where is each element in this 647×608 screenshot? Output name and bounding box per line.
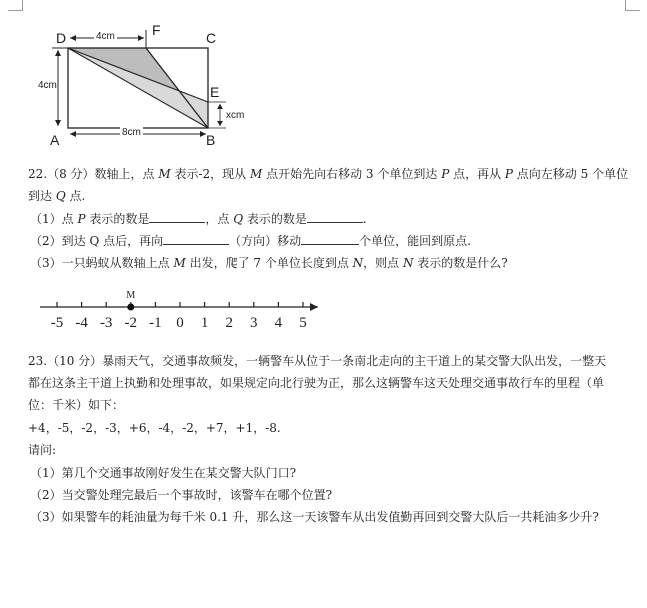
answer-blank[interactable] bbox=[163, 232, 229, 245]
number-line-tick-label: -5 bbox=[50, 315, 64, 331]
number-line-tick-label: 5 bbox=[299, 315, 307, 331]
number-line bbox=[0, 288, 330, 338]
number-line-tick-label: -1 bbox=[149, 315, 162, 331]
point-m-label: M bbox=[126, 290, 136, 301]
label-f: F bbox=[152, 22, 161, 38]
q22-line1: 22.（8 分）数轴上，点 M 表示-2，现从 M 点开始先向右移动 3 个单位到达 P 点，再从 P 点向左移动 5 个单位 bbox=[28, 167, 629, 181]
q23-sub3: （3）如果警车的耗油量为每千米 0.1 升，那么这一天该警车从出发值勤再回到交警大队后一共耗油多少升? bbox=[30, 510, 599, 524]
number-line-tick-label: 4 bbox=[274, 315, 283, 331]
label-e: E bbox=[210, 84, 220, 100]
q23-line2: 都在这条主干道上执勤和处理事故，如果规定向北行驶为正，那么这辆警车这天处理交通事故行车的里程（单 bbox=[28, 376, 605, 390]
label-a: A bbox=[50, 132, 60, 148]
dim-bottom: 8cm bbox=[122, 127, 141, 138]
answer-blank[interactable] bbox=[307, 210, 363, 223]
page-corner-mark-right bbox=[625, 0, 640, 11]
q23-ask: 请问: bbox=[28, 443, 57, 457]
label-b: B bbox=[206, 132, 216, 148]
number-line-tick-label: 3 bbox=[250, 315, 258, 331]
label-c: C bbox=[206, 30, 217, 46]
dim-left: 4cm bbox=[38, 80, 57, 91]
answer-blank[interactable] bbox=[149, 210, 205, 223]
q22-part1: （1）点 P 表示的数是 ，点 Q 表示的数是 . bbox=[30, 212, 367, 226]
q23-data: +4，-5，-2，-3，+6，-4，-2，+7，+1，-8. bbox=[28, 421, 281, 435]
dim-right: xcm bbox=[226, 110, 245, 121]
q22-line2: 到达 Q 点. bbox=[28, 189, 86, 203]
q23-sub1: （1）第几个交通事故刚好发生在某交警大队门口? bbox=[30, 466, 297, 480]
q22-part3: （3）一只蚂蚁从数轴上点 M 出发，爬了 7 个单位长度到点 N，则点 N 表示的数是什么? bbox=[30, 256, 508, 270]
number-line-tick-label: -2 bbox=[124, 315, 138, 331]
q23-line3: 位：千米）如下： bbox=[28, 398, 125, 412]
label-d: D bbox=[56, 30, 67, 46]
q23-line1: 23.（10 分）暴雨天气，交通事故频发，一辆警车从位于一条南北走向的主干道上的某交警大队出发，一整天 bbox=[28, 354, 607, 368]
answer-blank[interactable] bbox=[301, 232, 359, 245]
dim-top: 4cm bbox=[96, 31, 115, 42]
number-line-tick-label: 1 bbox=[200, 315, 209, 331]
number-line-tick-label: -3 bbox=[99, 315, 113, 331]
q23-sub2: （2）当交警处理完最后一个事故时，该警车在哪个位置? bbox=[30, 488, 333, 502]
point-m-dot bbox=[127, 304, 134, 311]
number-line-tick-label: 2 bbox=[225, 315, 233, 331]
number-line-tick-label: -4 bbox=[75, 315, 88, 331]
q22-part2: （2）到达 Q 点后，再向 （方向）移动 个单位，能回到原点. bbox=[30, 234, 471, 248]
number-line-tick-label: 0 bbox=[176, 315, 184, 331]
